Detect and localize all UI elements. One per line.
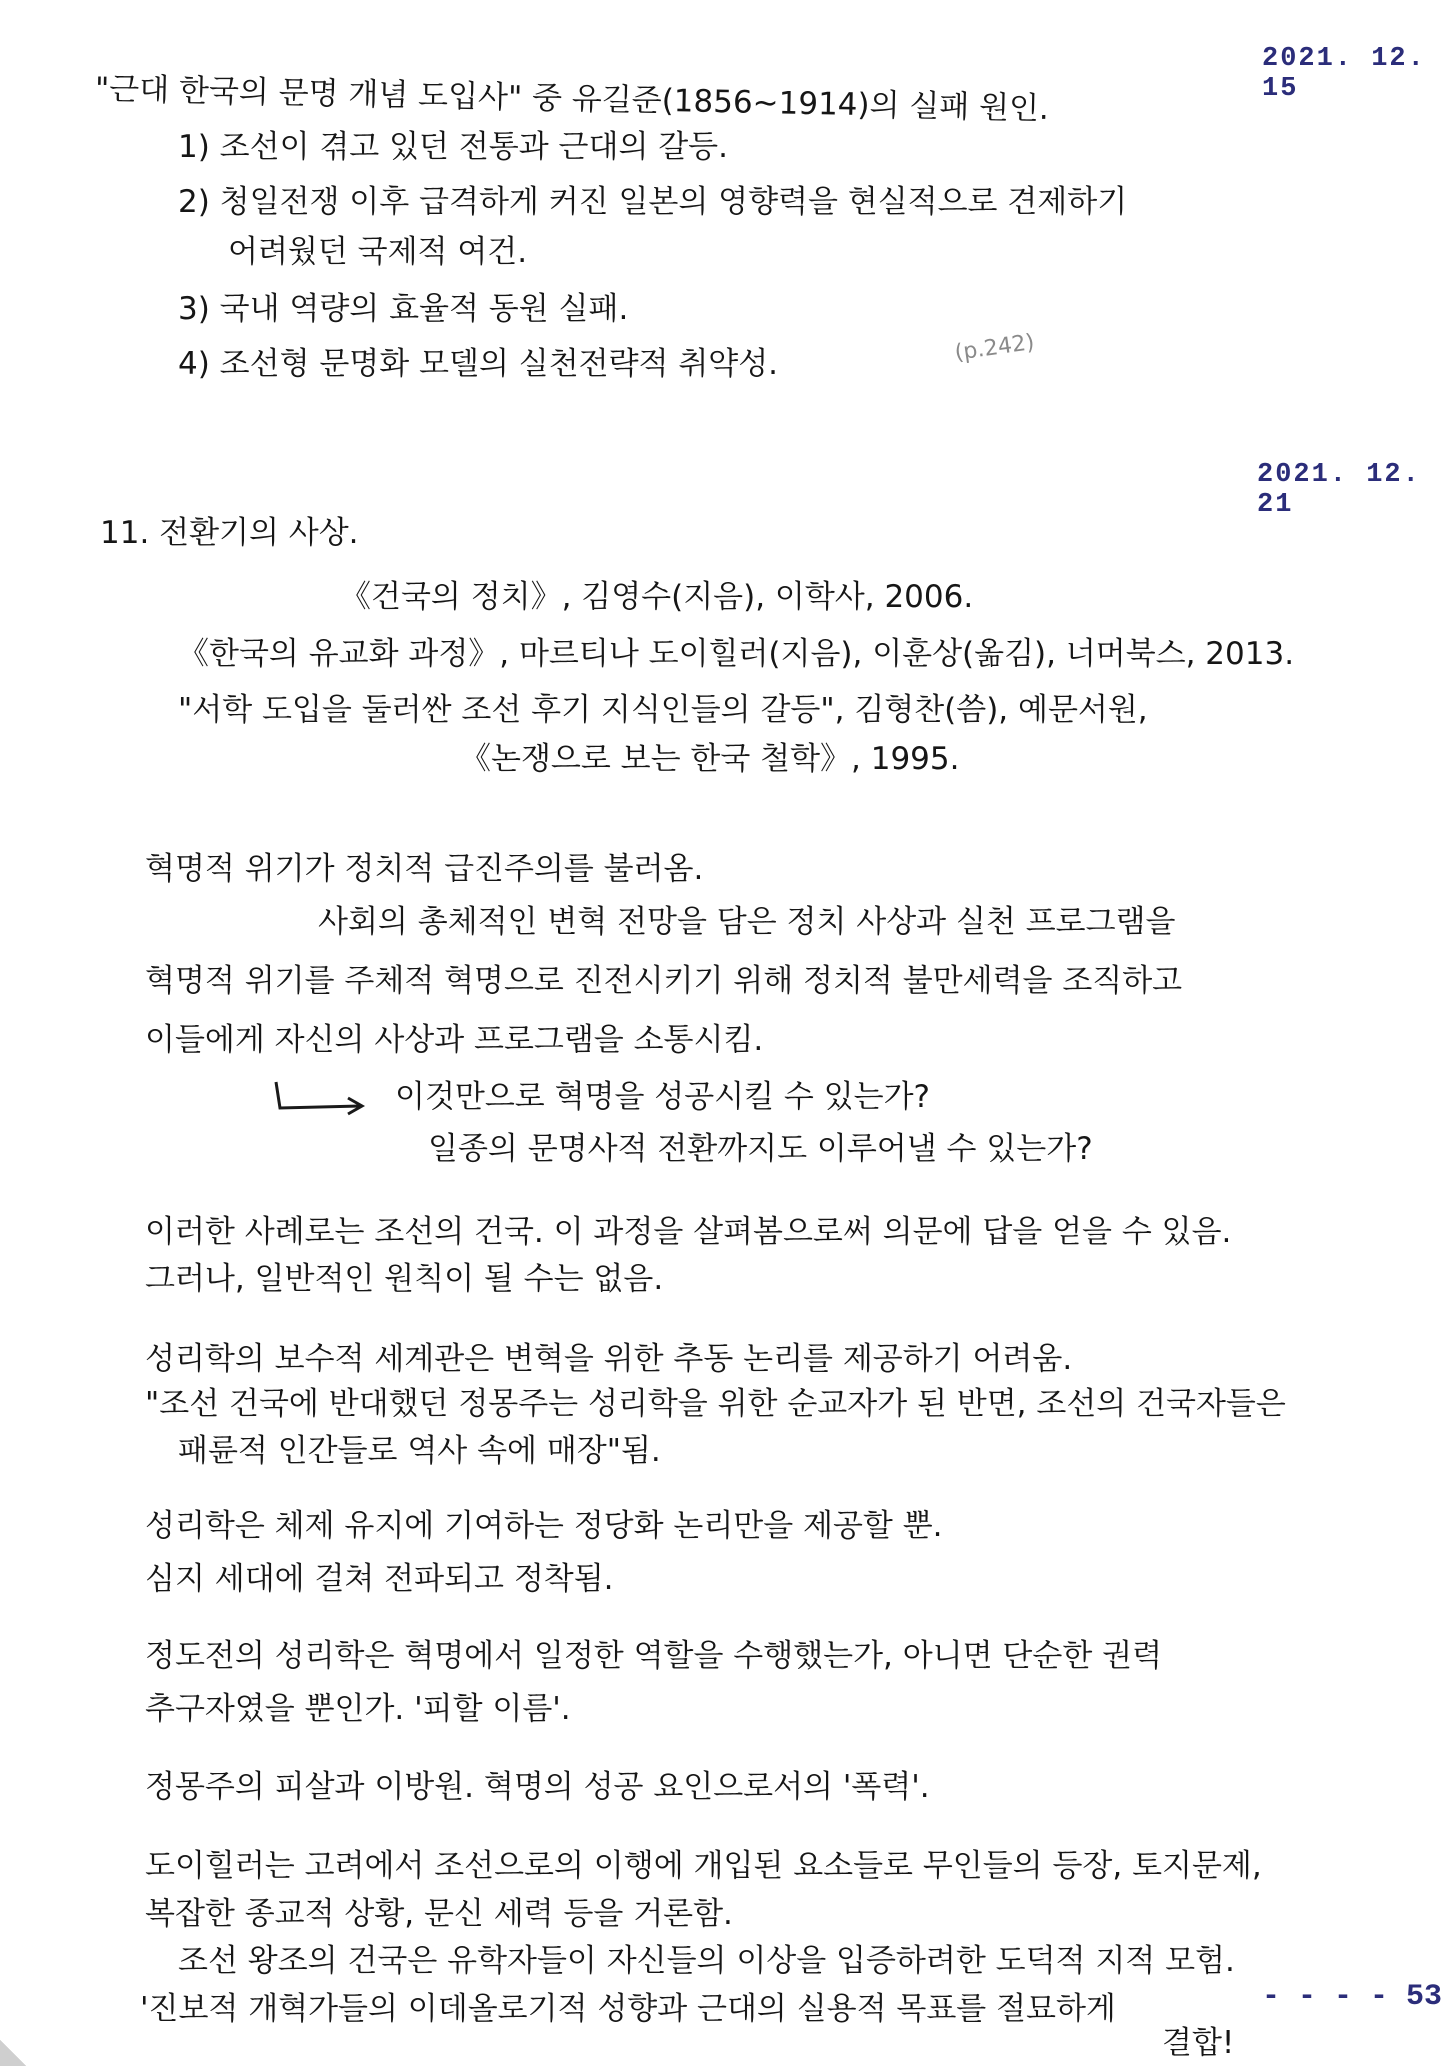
para-legitimation-2: 심지 세대에 걸쳐 전파되고 정착됨.: [145, 1561, 614, 1597]
para-deuchler-2: 복잡한 종교적 상황, 문신 세력 등을 거론함.: [145, 1896, 733, 1932]
page-reference: (p.242): [953, 329, 1037, 366]
arrow-icon: [272, 1078, 372, 1118]
para-jeong-mongju-quote: "조선 건국에 반대했던 정몽주는 성리학을 위한 순교자가 된 반면, 조선의 건국자들은: [145, 1386, 1286, 1422]
para-line-2: 사회의 총체적인 변혁 전망을 담은 정치 사상과 실천 프로그램을: [318, 904, 1176, 940]
date-stamp-1: 2021. 12. 15: [1262, 44, 1426, 104]
chapter-heading: 11. 전환기의 사상.: [100, 515, 359, 551]
para-line-4: 이들에게 자신의 사상과 프로그램을 소통시킴.: [145, 1022, 764, 1058]
entry-1-item-1: 1) 조선이 겪고 있던 전통과 근대의 갈등.: [178, 129, 728, 165]
para-joseon-founding-2: 그러나, 일반적인 원칙이 될 수는 없음.: [145, 1261, 664, 1297]
para-violence: 정몽주의 피살과 이방원. 혁명의 성공 요인으로서의 '폭력'.: [145, 1769, 930, 1805]
para-legitimation: 성리학은 체제 유지에 기여하는 정당화 논리만을 제공할 뿐.: [145, 1508, 943, 1544]
entry-1-item-3: 3) 국내 역량의 효율적 동원 실패.: [178, 291, 629, 327]
entry-1-item-2: 2) 청일전쟁 이후 급격하게 커진 일본의 영향력을 현실적으로 견제하기: [178, 184, 1128, 220]
question-2: 일종의 문명사적 전환까지도 이루어낼 수 있는가?: [428, 1131, 1093, 1167]
page-corner: [0, 2040, 26, 2066]
para-neo-confucianism: 성리학의 보수적 세계관은 변혁을 위한 추동 논리를 제공하기 어려움.: [145, 1341, 1073, 1377]
para-deuchler: 도이힐러는 고려에서 조선으로의 이행에 개입된 요소들로 무인들의 등장, 토지문제,: [145, 1848, 1262, 1884]
para-ideology-end: 결합!: [1162, 2025, 1235, 2061]
entry-1-heading: "근대 한국의 문명 개념 도입사" 중 유길준(1856~1914)의 실패 원인.: [94, 71, 1050, 127]
para-jeong-dojeon: 정도전의 성리학은 혁명에서 일정한 역할을 수행했는가, 아니면 단순한 권력: [145, 1638, 1163, 1674]
page-number: - - - - 53: [1262, 1980, 1443, 2014]
para-line-3: 혁명적 위기를 주체적 혁명으로 진전시키기 위해 정치적 불만세력을 조직하고: [145, 963, 1183, 999]
reference-2: 《한국의 유교화 과정》, 마르티나 도이힐러(지음), 이훈상(옮김), 너머북스, 2013.: [178, 636, 1295, 672]
date-stamp-2: 2021. 12. 21: [1257, 460, 1421, 520]
reference-3: "서학 도입을 둘러싼 조선 후기 지식인들의 갈등", 김형찬(씀), 예문서원,: [178, 692, 1148, 728]
reference-1: 《건국의 정치》, 김영수(지음), 이학사, 2006.: [340, 579, 974, 615]
reference-3-continued: 《논쟁으로 보는 한국 철학》, 1995.: [460, 741, 960, 777]
para-jeong-mongju-quote-2: 패륜적 인간들로 역사 속에 매장"됨.: [178, 1433, 661, 1469]
para-ideology: '진보적 개혁가들의 이데올로기적 성향과 근대의 실용적 목표를 절묘하게: [140, 1991, 1116, 2027]
para-adventure: 조선 왕조의 건국은 유학자들이 자신들의 이상을 입증하려한 도덕적 지적 모험.: [178, 1943, 1235, 1979]
para-jeong-dojeon-2: 추구자였을 뿐인가. '피할 이름'.: [145, 1691, 571, 1727]
entry-1-item-4: 4) 조선형 문명화 모델의 실천전략적 취약성.: [178, 346, 779, 382]
entry-1-item-2-continued: 어려웠던 국제적 여건.: [228, 234, 528, 270]
question-1: 이것만으로 혁명을 성공시킬 수 있는가?: [395, 1079, 931, 1115]
para-joseon-founding: 이러한 사례로는 조선의 건국. 이 과정을 살펴봄으로써 의문에 답을 얻을 수 있음.: [145, 1214, 1232, 1250]
para-revolutionary-crisis: 혁명적 위기가 정치적 급진주의를 불러옴.: [145, 851, 704, 887]
